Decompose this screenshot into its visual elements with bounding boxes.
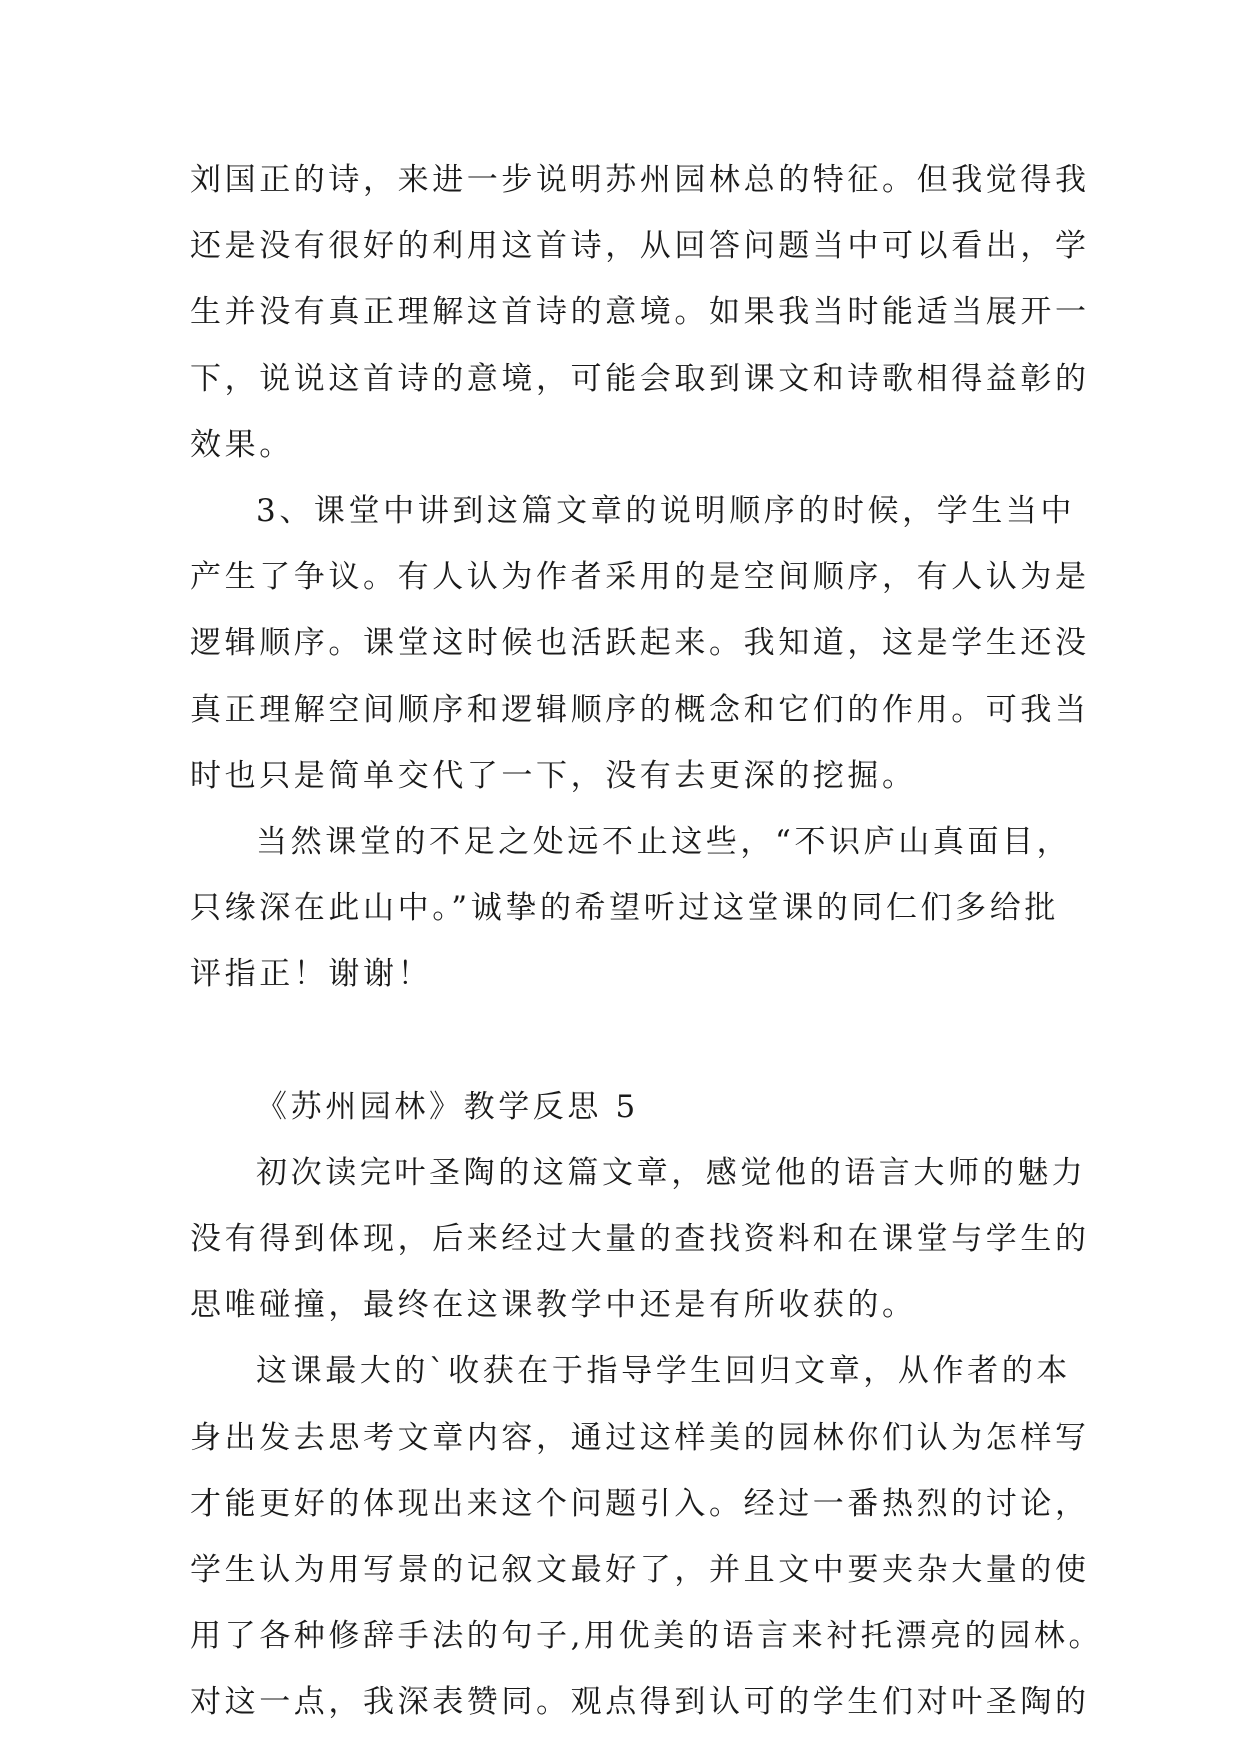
text-line: 评指正！谢谢！ [190,956,433,992]
text-line: 逻辑顺序。课堂这时候也活跃起来。我知道，这是学生还没 [190,625,1090,661]
text-line: 对这一点，我深表赞同。观点得到认可的学生们对叶圣陶的 [190,1684,1090,1720]
text-line: 用了各种修辞手法的句子,用优美的语言来衬托漂亮的园林。 [190,1618,1104,1654]
text-line: 效果。 [190,427,294,463]
text-line: 身出发去思考文章内容，通过这样美的园林你们认为怎样写 [190,1420,1090,1456]
text-line: 时也只是简单交代了一下，没有去更深的挖掘。 [190,758,917,794]
text-line: 下，说说这首诗的意境，可能会取到课文和诗歌相得益彰的 [190,361,1090,397]
paragraph-first-line: 当然课堂的不足之处远不止这些，“不识庐山真面目， [256,824,1072,860]
text-line: 产生了争议。有人认为作者采用的是空间顺序，有人认为是 [190,559,1090,595]
text-line: 思唯碰撞，最终在这课教学中还是有所收获的。 [190,1287,917,1323]
section-heading: 《苏州园林》教学反思 5 [256,1089,639,1125]
text-line: 才能更好的体现出来这个问题引入。经过一番热烈的讨论， [190,1486,1090,1522]
paragraph-first-line: 3、课堂中讲到这篇文章的说明顺序的时候，学生当中 [256,493,1076,529]
text-line: 学生认为用写景的记叙文最好了，并且文中要夹杂大量的使 [190,1552,1090,1588]
text-line: 没有得到体现，后来经过大量的查找资料和在课堂与学生的 [190,1221,1090,1257]
text-line: 生并没有真正理解这首诗的意境。如果我当时能适当展开一 [190,294,1090,330]
text-line: 真正理解空间顺序和逻辑顺序的概念和它们的作用。可我当 [190,692,1090,728]
paragraph-first-line: 初次读完叶圣陶的这篇文章，感觉他的语言大师的魅力 [256,1155,1087,1191]
paragraph-first-line: 这课最大的`收获在于指导学生回归文章，从作者的本 [256,1353,1071,1389]
text-line: 还是没有很好的利用这首诗，从回答问题当中可以看出，学 [190,228,1090,264]
text-line: 刘国正的诗，来进一步说明苏州园林总的特征。但我觉得我 [190,162,1090,198]
text-line: 只缘深在此山中。”诚挚的希望听过这堂课的同仁们多给批 [190,890,1059,926]
